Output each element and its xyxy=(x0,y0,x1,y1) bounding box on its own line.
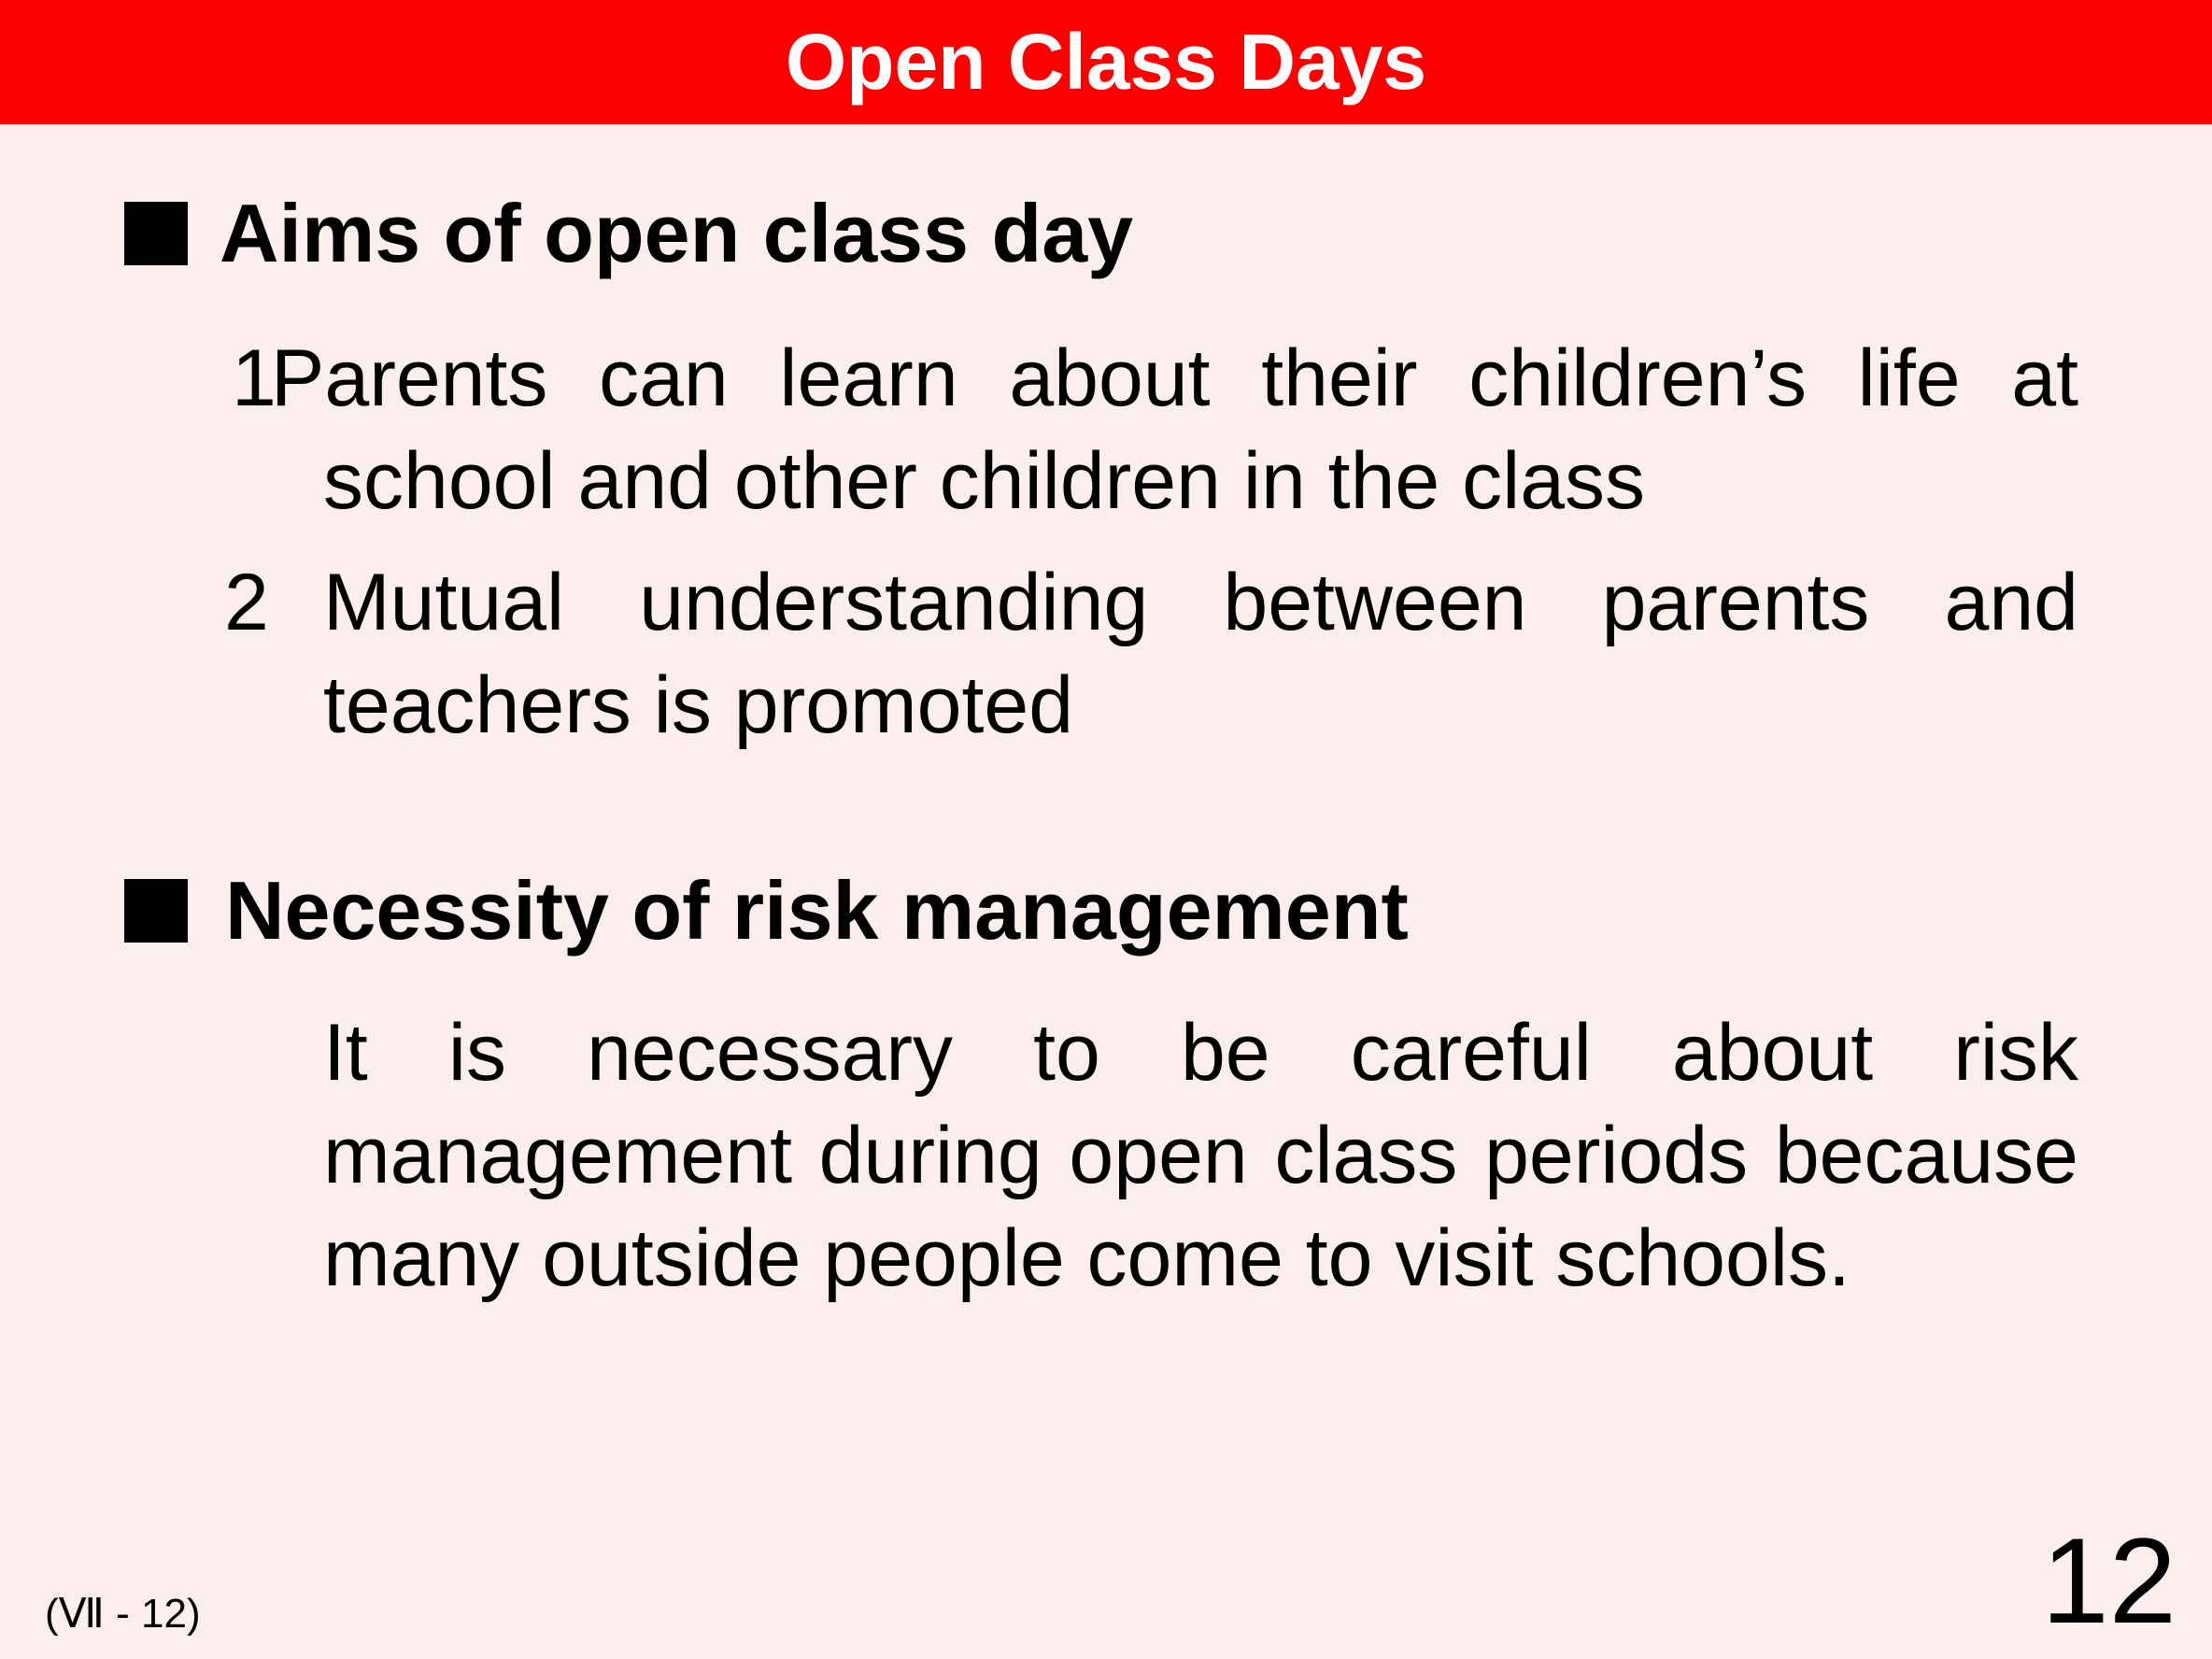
risk-heading-text: Necessity of risk management xyxy=(225,864,1409,957)
slide-title: Open Class Days xyxy=(785,18,1427,106)
risk-section-heading xyxy=(124,859,1409,962)
aims-item-1-number: 1 xyxy=(232,333,276,423)
risk-body-text: It is necessary to be careful about risk management during open class periods because many outside people come to visit schools. xyxy=(323,1008,2078,1303)
page-number: 12 xyxy=(2041,1512,2177,1649)
aims-item-2-text: Mutual understanding between parents and teachers is promoted xyxy=(323,558,2078,750)
black-square-icon xyxy=(124,202,188,265)
slide-reference: (Ⅶ - 12) xyxy=(45,1591,201,1637)
aims-item-2 xyxy=(224,551,2078,757)
aims-item-1 xyxy=(224,327,2078,532)
black-square-icon xyxy=(124,879,188,943)
aims-section-heading xyxy=(124,182,1133,285)
aims-item-2-number: 2 xyxy=(224,558,269,647)
aims-heading-text: Aims of open class day xyxy=(220,187,1134,279)
aims-item-1-text: Parents can learn about their children’s life at school and other children in the class xyxy=(271,333,2078,526)
